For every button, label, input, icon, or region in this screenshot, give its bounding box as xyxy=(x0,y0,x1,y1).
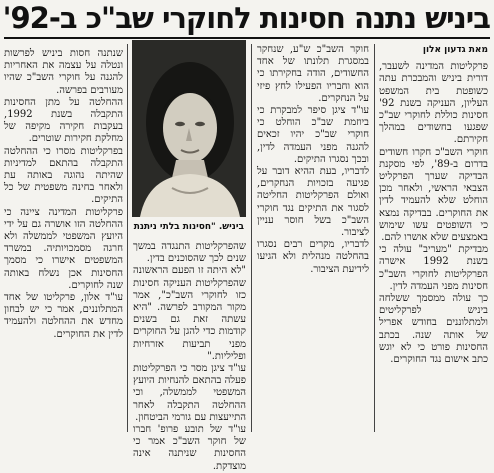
paragraph: "לא היתה זו הפעם הראשונה שהפרקליטות העניקה חסינות כזו לחוקרי השב"כ", אמר מקור המקורב לפרשה. "היא עשתה זאת גם בשנים קודמות כדי להגן על החוקרים מפני תביעות אזרחיות ופליליות." xyxy=(133,265,246,362)
photo-caption: ביניש. "חסינות בלתי ניתנת xyxy=(133,222,244,232)
paragraph: שנתנה חסות ביניש לפרשות ונטלה על עצמה את האחריות להגנה על חוקרי השב"כ שהיו מעורבים בפרשה. xyxy=(4,48,123,96)
paragraph: שהפרקליטות התנגדה במשך שנים לכך שהסוכנים בדין. xyxy=(133,241,246,265)
headline: ביניש נתנה חסינות לחוקרי שב"כ ב-92' xyxy=(2,1,490,35)
article-column-4 xyxy=(4,48,123,432)
byline: מאת גדעון אלון xyxy=(422,45,488,55)
paragraph: ההחלטה על מתן החסינות התקבלה בשנת 1992, בעקבות חקירה מקיפה של מחלקת חקירות שוטרים. xyxy=(4,96,123,145)
headline-rule xyxy=(4,37,490,39)
portrait-photo xyxy=(132,40,246,217)
paragraph: מבדיקת "מעריב" עולה כי בשנת 1992 אישרה הפרקליטות לחוקרי השב"כ חסינות מפני העמדה לדין. xyxy=(379,244,488,292)
paragraph: עו"ד ציגן מסר כי הפרקליטות פעלה בהתאם להנחיות היועץ המשפטי לממשלה, וכי ההחלטה התקבלה לאחר התייעצות עם גורמי הביטחון. xyxy=(133,363,246,423)
article-column-3 xyxy=(133,241,246,472)
paragraph: לדבריו, בעת ההיא דובר על פגיעה בזכויות הנחקרים, ואולם הפרקליטות החליטה לסגור את התיקים נגד חוקרי השב"כ בשל חוסר עניין לציבור. xyxy=(257,166,369,239)
paragraph: פרקליטות המדינה ציינה כי ההחלטה הזו אושרה גם על ידי היועץ המשפטי לממשלה ולא חרגה מסמכויותיה. במשרד המשפטים אישרו כי מסמך החסינות אכן נשלח באותה שנה לחוקרים. xyxy=(4,206,123,291)
article-column-2 xyxy=(257,44,369,432)
paragraph: בפרקליטות מסרו כי ההחלטה התקבלה בהתאם למדיניות שהיתה נהוגה באותה עת ולאחר בחינה משפטית של כל התיקים. xyxy=(4,145,123,206)
paragraph: עו"ד ציגן סיפר למבקרת כי ביוזמת שב"כ הוחלט כי חוקרי שב"כ יהיו זכאים להגנה מפני העמדה לדין, ובכך נסגרו התיקים. xyxy=(257,105,369,165)
paragraph: כך עולה ממסמך ששלחה ביניש לפרקליטים ולמתלוננים בחודש אפריל של אותה שנה. בכתב החסינות פורט כי לא יוגש כתב אישום נגד החוקרים. xyxy=(379,293,488,366)
column-divider xyxy=(127,44,128,432)
column-divider xyxy=(251,44,252,432)
paragraph: חוקרי השב"כ חקרו חשודים בדרום ב-89', לפי מסקנת הבדיקה שערך הפרקליט הצבאי הראשי, ולאחר מכן הוחלט שלא להעמיד לדין את החוקרים. בבדיקה נמצא כי השופטים עשו שימוש באמצעים שלא אושרו להם. xyxy=(379,146,488,244)
paragraph: עו"ד אלון, פרקליטו של אחד המתלוננים, אמר כי יש לבחון מחדש את ההחלטה ולהעמיד לדין את החוקרים. xyxy=(4,292,123,340)
paragraph: עו"ד של תובע פרופ' חברו של חוקר השב"כ אמר כי החסינות שניתנה אינה מוצדקת. xyxy=(133,424,246,472)
paragraph: פרקליטות המדינה לשעבר, דורית ביניש והמבכרת עתה כשופטת בית המשפט העליון, העניקה בשנת 92' חסינות כוללת לחוקרי שב"כ שפגעו בחשודים במהלך חקירתם. xyxy=(379,61,488,146)
portrait-image xyxy=(132,40,246,217)
paragraph: חוקר השב"כ ש"ע, שנחקר במסגרת תלונתו של אחד החשודים, הודה בחקירתו כי הוא וחבריו הפעילו לחץ פיזי על הנחקרים. xyxy=(257,44,369,104)
article-column-1 xyxy=(379,44,488,432)
column-divider xyxy=(374,44,375,432)
paragraph: לדבריו, מקרים רבים נסגרו בהחלטה מנהלית ולא הגיעו לידיעת הציבור. xyxy=(257,239,369,275)
